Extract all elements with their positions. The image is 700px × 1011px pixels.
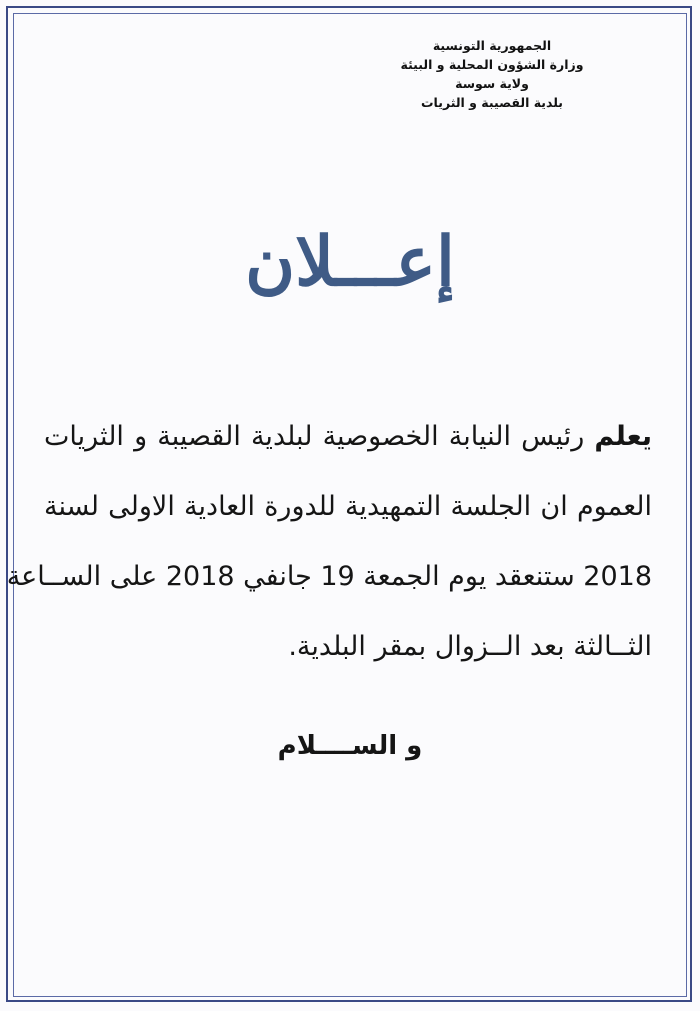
announcement-title: إعـــلان [245, 222, 455, 302]
body-lead-word: يعلم [594, 421, 652, 452]
closing-salutation: و الســــلام [277, 731, 423, 761]
letterhead-municipality: بلدية القصيبة و الثريات [421, 95, 563, 110]
body-line-1-text: رئيس النيابة الخصوصية لبلدية القصيبة و الثريات [44, 421, 595, 452]
body-line-2: العموم ان الجلسة التمهيدية للدورة العادية الاولى لسنة [44, 491, 652, 522]
body-line-3: 2018 ستنعقد يوم الجمعة 19 جانفي 2018 على الســاعة [6, 561, 652, 592]
body-line-1 [44, 418, 652, 456]
body-line-4: الثــالثة بعد الــزوال بمقر البلدية. [288, 631, 652, 662]
letterhead-country: الجمهورية التونسية [432, 38, 552, 53]
letterhead [362, 36, 622, 112]
letterhead-ministry: وزارة الشؤون المحلية و البيئة [400, 57, 584, 72]
letterhead-governorate: ولاية سوسة [455, 76, 529, 91]
announcement-body [6, 418, 652, 698]
